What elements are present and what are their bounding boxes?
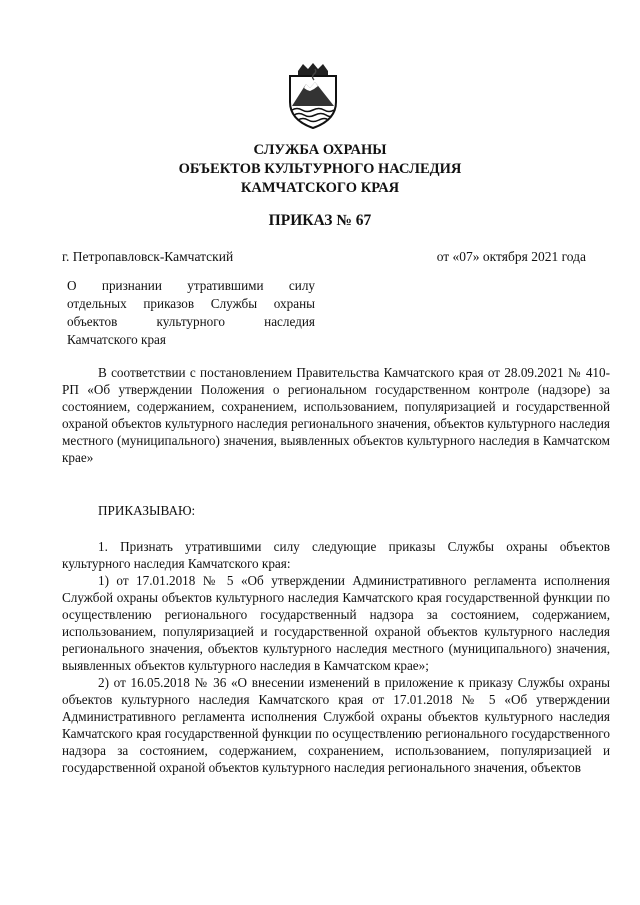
subitem-2-paragraph: 2) от 16.05.2018 № 36 «О внесении изменений в приложение к приказу Службы охраны объектов культурного наследия Камчатского края от 17.01.2018 № 5 «Об утверждении Административного регламента исполнения Службой охраны объектов культурного наследия Камчатского края государственной функции по осуществлению регионального государственного надзора за состоянием, содержанием, сохранением, использованием, популяризацией и государственной охраной объектов культурного наследия регионального значения, объектов	[62, 675, 610, 775]
item-1-paragraph: 1. Признать утратившими силу следующие приказы Службы охраны объектов культурного наследия Камчатского края:	[62, 539, 610, 571]
order-word-block	[62, 502, 610, 519]
org-line-3: КАМЧАТСКОГО КРАЯ	[240, 180, 400, 196]
subitem-1-paragraph: 1) от 17.01.2018 № 5 «Об утверждении Административного регламента исполнения Службой охраны объектов культурного наследия Камчатского края государственной функции по осуществлению регионального государственный надзора за состоянием, содержанием, использованием, популяризацией и государственной охраной объектов культурного наследия регионального значения, объектов культурного наследия местного (муниципального) значения, выявленных объектов культурного наследия в Камчатском крае»;	[62, 573, 610, 673]
subject-line-1: О признании утратившими силу	[67, 278, 315, 293]
order-title: ПРИКАЗ № 67	[268, 212, 372, 229]
subject-line-4: Камчатского края	[67, 332, 166, 347]
order-items-block	[62, 538, 610, 776]
order-date: от «07» октября 2021 года	[436, 249, 586, 264]
order-subject	[67, 277, 315, 349]
subject-line-2: отдельных приказов Службы охраны	[67, 296, 315, 311]
preamble-block	[62, 364, 610, 466]
org-line-2: ОБЪЕКТОВ КУЛЬТУРНОГО НАСЛЕДИЯ	[178, 161, 462, 177]
organization-name	[0, 141, 640, 198]
order-word: ПРИКАЗЫВАЮ:	[98, 503, 196, 518]
order-place: г. Петропавловск-Камчатский	[62, 249, 234, 264]
coat-of-arms-icon	[284, 62, 342, 130]
preamble-paragraph: В соответствии с постановлением Правительства Камчатского края от 28.09.2021 № 410-РП «Об утверждении Положения о региональном государственном контроле (надзоре) за состоянием, содержанием, сохранением, использованием, популяризацией и государственной охраной объектов культурного наследия регионального значения, объектов культурного наследия местного (муниципального) значения, выявленных объектов культурного наследия в Камчатском крае»	[62, 365, 610, 465]
org-line-1: СЛУЖБА ОХРАНЫ	[253, 142, 387, 158]
subject-line-3: объектов культурного наследия	[67, 314, 315, 329]
